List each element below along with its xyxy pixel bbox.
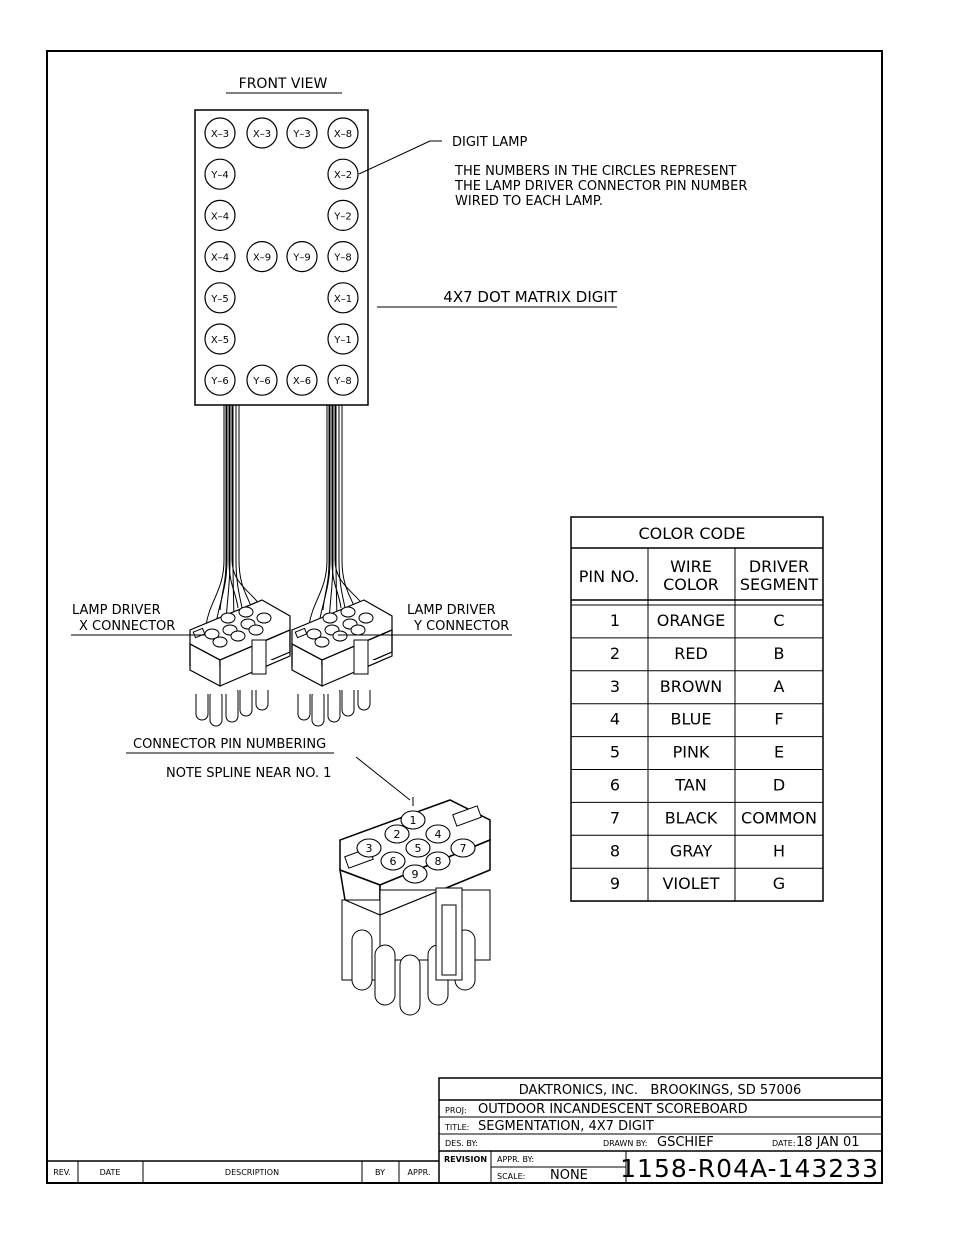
table-pin-no: 2 [609,643,621,663]
table-wire-color: BLACK [664,808,718,828]
lamp-label: X–1 [333,293,353,305]
spline-leader [356,757,410,800]
matrix-label: 4X7 DOT MATRIX DIGIT [443,288,617,306]
table-wire-color: PINK [672,742,710,762]
table-driver-segment: B [773,643,785,663]
table-pin-no: 6 [609,775,621,795]
lamp-label: X–3 [252,129,272,140]
description-header: DESCRIPTION [224,1168,280,1177]
header-driver-segment-line2: SEGMENT [739,575,819,594]
table-pin-no: 1 [609,611,621,630]
lamp-label: Y–4 [211,170,229,182]
table-pin-no: 8 [609,841,621,861]
lamp-label: X–8 [333,129,353,140]
project-name: OUTDOOR INCANDESCENT SCOREBOARD [478,1102,748,1117]
lamp-label: Y–8 [334,376,352,388]
table-pin-no: 7 [609,808,621,828]
x-connector-label-2: X CONNECTOR [79,619,176,634]
table-wire-color: RED [674,643,708,663]
table-pin-no: 9 [609,874,621,894]
pin-number-label: 5 [414,842,422,855]
pin-number-label: 9 [411,868,419,881]
pin-number-label: 6 [389,855,397,868]
date-label: DATE: [772,1139,796,1148]
table-driver-segment: COMMON [741,808,817,828]
scale-label: SCALE: [497,1172,526,1181]
table-driver-segment: D [772,775,786,795]
table-wire-color: GRAY [669,841,713,861]
lamp-label: Y–6 [253,376,271,388]
lamp-label: X–2 [333,170,353,182]
digit-lamp-leader [359,141,430,174]
lamp-label: X–9 [252,252,272,264]
approved-by-label: APPR. BY: [497,1155,535,1164]
appr-header: APPR. [407,1168,431,1177]
table-pin-no: 3 [609,676,621,696]
lamp-label: X–4 [210,211,230,223]
header-wire-color-line2: COLOR [663,575,719,594]
date-header: DATE [99,1168,121,1177]
y-connector-label-1: LAMP DRIVER [407,603,496,618]
front-view-label: FRONT VIEW [238,76,328,92]
wire-bundle-y [309,405,365,630]
table-wire-color: VIOLET [662,874,720,894]
table-driver-segment: G [772,874,786,894]
company-name: DAKTRONICS, INC. BROOKINGS, SD 57006 [518,1083,802,1098]
lamp-label: Y–9 [293,252,311,264]
lamp-label: X–3 [210,129,230,140]
table-wire-color: ORANGE [656,611,726,630]
note-line-2: THE LAMP DRIVER CONNECTOR PIN NUMBER [455,179,748,194]
header-wire-color-line1: WIRE [670,557,712,576]
table-wire-color: TAN [675,775,707,795]
lamp-label: Y–6 [211,376,229,388]
y-connector [292,600,392,726]
drawing-title: SEGMENTATION, 4X7 DIGIT [478,1119,654,1134]
y-connector-label-2: Y CONNECTOR [414,619,510,634]
by-header: BY [375,1168,385,1177]
table-pin-no: 5 [609,742,621,762]
drawn-by-label: DRAWN BY: [603,1139,648,1148]
table-wire-color: BLUE [670,709,712,729]
pin-number-label: 7 [459,842,467,855]
drawing-number: 1158-R04A-143233 [620,1154,879,1183]
lamp-label: X–6 [292,376,312,388]
drawn-by: GSCHIEF [657,1135,714,1150]
pin-numbering-connector [340,797,490,1015]
proj-label: PROJ: [445,1106,467,1115]
lamp-label: Y–1 [334,335,352,346]
x-connector [190,600,290,726]
lamp-label: X–4 [210,252,230,264]
designed-by-label: DES. BY: [445,1139,478,1148]
header-driver-segment-line1: DRIVER [748,557,810,576]
pin-number-label: 1 [409,814,417,827]
pin-number-label: 4 [434,828,442,841]
table-driver-segment: H [772,841,786,861]
table-pin-no: 4 [609,709,621,729]
table-driver-segment: A [773,676,785,696]
note-line-1: THE NUMBERS IN THE CIRCLES REPRESENT [455,164,737,179]
color-code-title: COLOR CODE [638,524,746,543]
lamp-label: Y–5 [211,293,229,305]
x-connector-label-1: LAMP DRIVER [72,603,161,618]
lamp-label: Y–3 [293,129,311,140]
pin-numbering-label: CONNECTOR PIN NUMBERING [133,737,327,752]
table-wire-color: BROWN [659,676,723,696]
digit-lamp-label: DIGIT LAMP [452,135,528,150]
spline-note: NOTE SPLINE NEAR NO. 1 [166,766,332,781]
header-pin-no: PIN NO. [578,567,640,586]
rev-header: REV. [53,1168,71,1177]
table-driver-segment: E [773,742,785,762]
lamp-label: Y–2 [334,211,352,223]
pin-number-label: 3 [365,842,373,855]
drawing-date: 18 JAN 01 [796,1135,860,1150]
title-label: TITLE: [445,1123,470,1132]
table-driver-segment: C [773,611,785,630]
revision-label: REVISION [444,1155,488,1164]
table-driver-segment: F [774,709,784,729]
scale-value: NONE [550,1168,588,1183]
lamp-label: X–5 [210,335,230,346]
note-line-3: WIRED TO EACH LAMP. [455,194,603,209]
wire-bundle-x [206,405,262,630]
pin-number-label: 8 [434,855,442,868]
pin-number-label: 2 [393,828,401,841]
lamp-label: Y–8 [334,252,352,264]
